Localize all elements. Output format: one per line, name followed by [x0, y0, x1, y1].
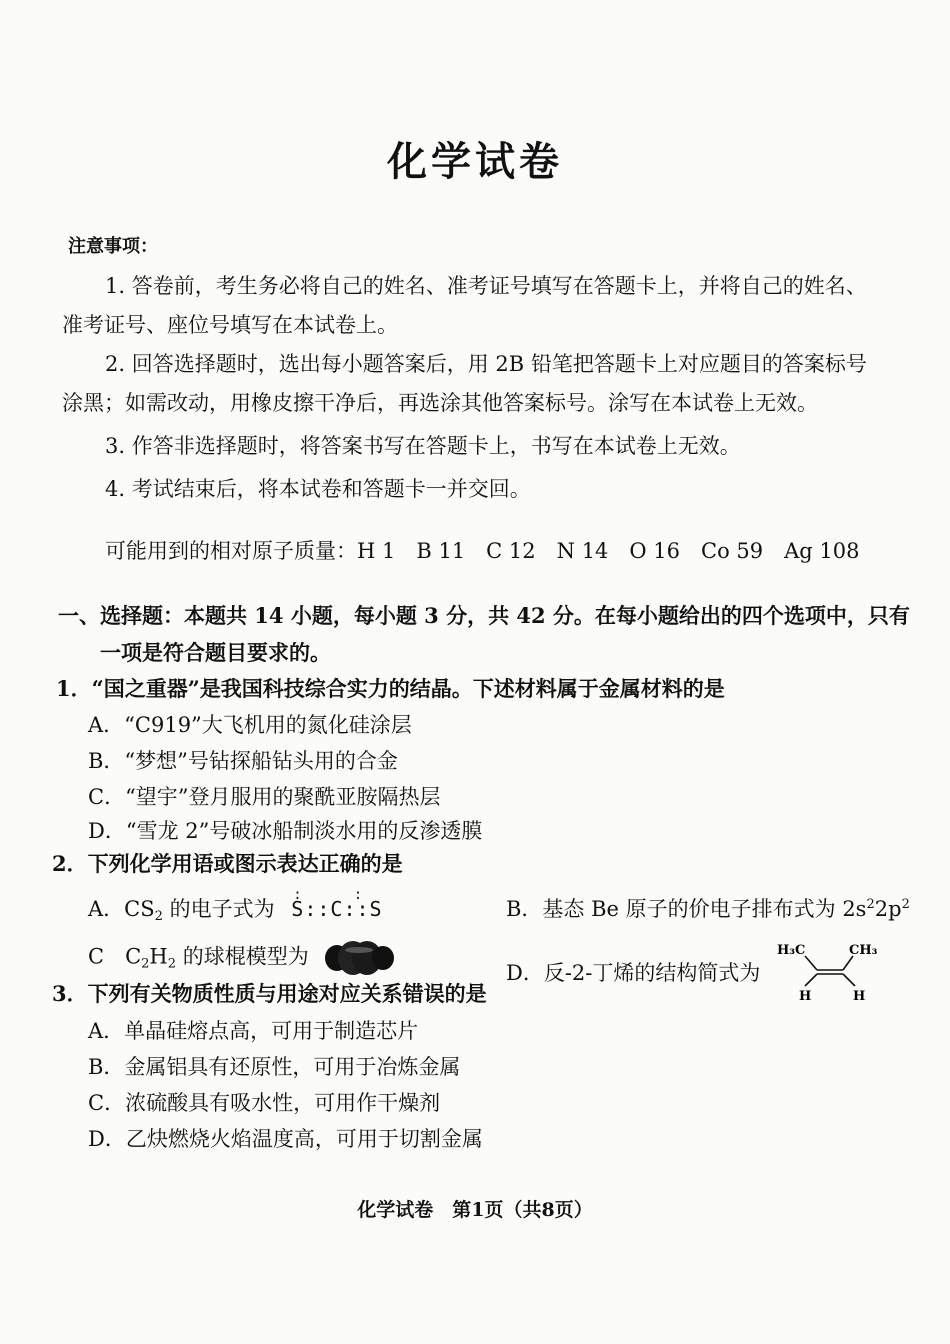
option-a-sub: 2	[154, 909, 163, 924]
question-3-option-a: A．单晶硅熔点高，可用于制造芯片	[88, 1019, 419, 1043]
question-1-stem: 1．“国之重器”是我国科技综合实力的结晶。下述材料属于金属材料的是	[56, 676, 725, 701]
section-heading-cont: 一项是符合题目要求的。	[100, 640, 331, 665]
atomic-masses: 可能用到的相对原子质量：H 1 B 11 C 12 N 14 O 16 Co 59 Ag 108	[105, 539, 860, 563]
option-b-sup-2: 2	[901, 897, 910, 912]
page-title: 化学试卷	[387, 138, 563, 185]
option-d-text: D．反-2-丁烯的结构简式为	[506, 961, 761, 985]
option-c-suffix: 的球棍模型为	[176, 944, 309, 969]
question-3-option-b: B．金属铝具有还原性，可用于冶炼金属	[88, 1055, 461, 1079]
option-b-prefix: B．基态 Be 原子的价电子排布式为 2s	[506, 897, 867, 921]
page-footer: 化学试卷 第1页（共8页）	[357, 1199, 593, 1221]
option-b-sup-1: 2	[866, 897, 875, 912]
h3c-label: H₃C	[777, 943, 806, 958]
notice-item-2-cont: 涂黑；如需改动，用橡皮擦干净后，再选涂其他答案标号。涂写在本试卷上无效。	[62, 391, 818, 415]
option-c-sub-2: 2	[167, 956, 177, 972]
question-2-option-a	[88, 887, 415, 924]
option-b-mid: 2p	[874, 897, 902, 921]
question-1-option-d: D．“雪龙 2”号破冰船制淡水用的反渗透膜	[88, 819, 483, 843]
option-c-prefix: C C	[88, 944, 142, 969]
ball-and-stick-model-figure	[323, 940, 395, 976]
question-1-option-c: C．“望宇”登月服用的聚酰亚胺隔热层	[88, 785, 441, 809]
ch3-label: CH₃	[849, 943, 878, 958]
notice-item-1: 1. 答卷前，考生务必将自己的姓名、准考证号填写在答题卡上，并将自己的姓名、	[105, 274, 867, 298]
notice-heading: 注意事项：	[68, 236, 158, 257]
section-heading: 一、选择题：本题共 14 小题，每小题 3 分，共 42 分。在每小题给出的四个选项中，只有	[58, 603, 910, 628]
h-label-left: H	[799, 989, 812, 1002]
question-1-option-b: B．“梦想”号钻探船钻头用的合金	[88, 749, 398, 773]
option-c-sub-1: 2	[141, 956, 150, 972]
question-2-option-c	[88, 940, 395, 976]
notice-item-1-cont: 准考证号、座位号填写在本试卷上。	[62, 313, 398, 337]
question-3-option-d: D．乙炔燃烧火焰温度高，可用于切割金属	[88, 1127, 483, 1151]
electron-formula-text: S::C::S	[291, 897, 383, 921]
question-2-stem: 2．下列化学用语或图示表达正确的是	[52, 851, 403, 876]
notice-item-4: 4. 考试结束后，将本试卷和答题卡一并交回。	[105, 477, 531, 501]
question-1-option-a: A．“C919”大飞机用的氮化硅涂层	[88, 713, 412, 737]
lone-pair-dots-top: ::	[293, 887, 415, 903]
option-a-prefix: A．CS	[88, 897, 155, 921]
question-2-option-d	[506, 940, 885, 1002]
option-c-mid: H	[149, 944, 168, 969]
h-label-right: H	[853, 989, 866, 1002]
question-3-option-c: C．浓硫酸具有吸水性，可用作干燥剂	[88, 1091, 441, 1115]
electron-formula	[291, 887, 415, 921]
question-2-option-b	[506, 893, 910, 923]
notice-item-2: 2. 回答选择题时，选出每小题答案后，用 2B 铅笔把答题卡上对应题目的答案标号	[105, 352, 867, 376]
notice-item-3: 3. 作答非选择题时，将答案书写在答题卡上，书写在本试卷上无效。	[105, 434, 741, 458]
option-a-suffix: 的电子式为	[162, 897, 275, 921]
question-3-stem: 3．下列有关物质性质与用途对应关系错误的是	[52, 981, 487, 1006]
trans-2-butene-structure	[775, 940, 885, 1002]
